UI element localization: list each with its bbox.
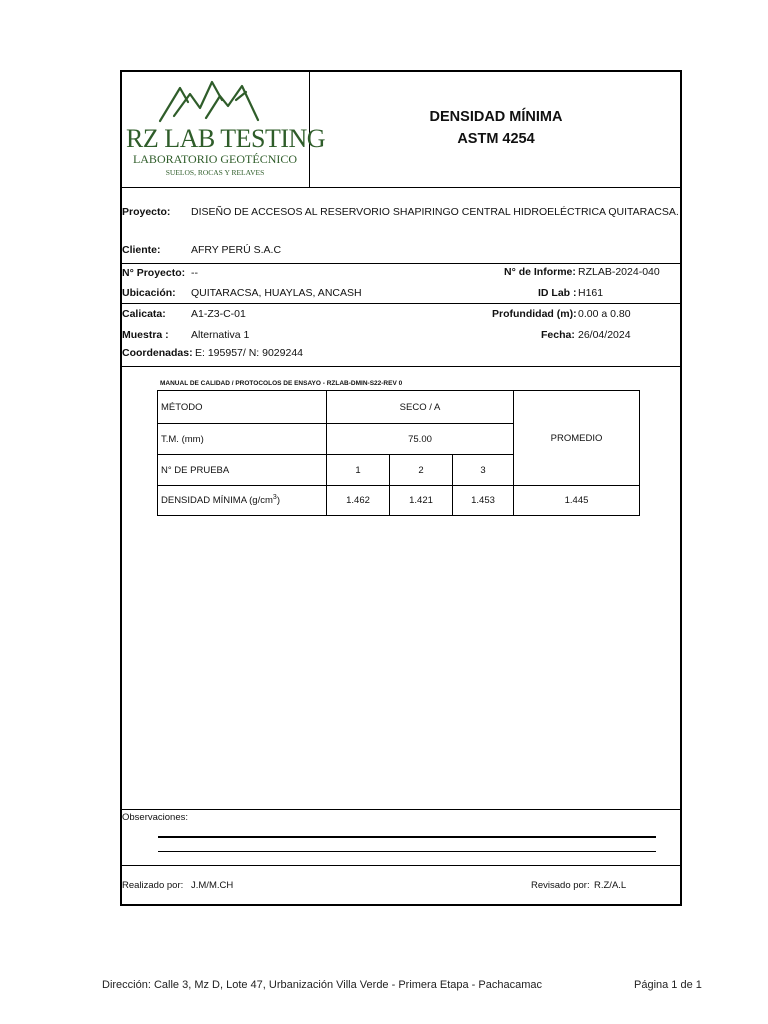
- cliente-value: AFRY PERÚ S.A.C: [191, 244, 282, 256]
- promedio-header: PROMEDIO: [514, 391, 640, 486]
- realizado-label: Realizado por:: [122, 880, 184, 891]
- logo-name: RZ LAB TESTING: [126, 124, 326, 153]
- densidad-label-text: DENSIDAD MÍNIMA (g/cm: [161, 495, 273, 507]
- profundidad-value: 0.00 a 0.80: [578, 308, 631, 320]
- prueba-1: 1: [327, 455, 390, 486]
- ninforme-label: N° de Informe:: [504, 266, 576, 278]
- proyecto-label: Proyecto:: [122, 206, 171, 218]
- densidad-promedio: 1.445: [514, 486, 640, 516]
- coordenadas-label: Coordenadas:: [122, 347, 193, 359]
- tm-label: T.M. (mm): [158, 424, 327, 455]
- logo-subtitle-scope: SUELOS, ROCAS Y RELAVES: [165, 168, 265, 177]
- densidad-1: 1.462: [327, 486, 390, 516]
- calicata-label: Calicata:: [122, 308, 166, 320]
- proyecto-value: DISEÑO DE ACCESOS AL RESERVORIO SHAPIRINGO CENTRAL HIDROELÉCTRICA QUITARACSA.: [191, 206, 679, 218]
- prueba-label: N° DE PRUEBA: [158, 455, 327, 486]
- profundidad-label: Profundidad (m):: [492, 308, 577, 320]
- observaciones-top-line: [120, 809, 682, 810]
- prueba-3: 3: [453, 455, 514, 486]
- table-row: [158, 391, 640, 424]
- nproyecto-value: --: [191, 267, 198, 279]
- results-table: [157, 390, 640, 516]
- metodo-label: MÉTODO: [158, 391, 327, 424]
- muestra-value: Alternativa 1: [191, 329, 250, 341]
- calicata-value: A1-Z3-C-01: [191, 308, 246, 320]
- footer-page-number: Página 1 de 1: [634, 979, 702, 991]
- observaciones-line-2: [158, 851, 656, 852]
- revisado-label: Revisado por:: [531, 880, 590, 891]
- fecha-label: Fecha:: [541, 329, 575, 341]
- densidad-2: 1.421: [390, 486, 453, 516]
- info-line-2: [120, 303, 682, 304]
- observaciones-label: Observaciones:: [122, 812, 189, 823]
- info-line-1: [120, 263, 682, 264]
- header-bottom-line: [120, 187, 682, 188]
- footer-address: Dirección: Calle 3, Mz D, Lote 47, Urbanización Villa Verde - Primera Etapa - Pachacamac: [102, 979, 542, 991]
- observaciones-line-1: [158, 836, 656, 838]
- manual-reference: MANUAL DE CALIDAD / PROTOCOLOS DE ENSAYO - RZLAB-DMIN-S22-REV 0: [160, 380, 403, 387]
- tm-value: 75.00: [327, 424, 514, 455]
- revisado-value: R.Z/A.L: [594, 880, 627, 891]
- idlab-label: ID Lab :: [538, 287, 577, 299]
- prueba-2: 2: [390, 455, 453, 486]
- densidad-unit-exponent: 3: [272, 494, 277, 502]
- fecha-value: 26/04/2024: [578, 329, 631, 341]
- coordenadas-value: E: 195957/ N: 9029244: [195, 347, 304, 359]
- report-title: DENSIDAD MÍNIMA: [429, 109, 563, 125]
- cliente-label: Cliente:: [122, 244, 161, 256]
- realizado-value: J.M/M.CH: [191, 880, 234, 891]
- observaciones-bottom-line: [120, 865, 682, 866]
- metodo-value: SECO / A: [327, 391, 514, 424]
- densidad-label-close: ): [276, 495, 280, 507]
- mountain-logo-icon: [150, 76, 280, 126]
- muestra-label: Muestra :: [122, 329, 169, 341]
- logo-subtitle-lab: LABORATORIO GEOTÉCNICO: [132, 152, 298, 166]
- ubicacion-value: QUITARACSA, HUAYLAS, ANCASH: [191, 287, 362, 299]
- nproyecto-label: N° Proyecto:: [122, 267, 186, 279]
- info-line-3: [120, 366, 682, 367]
- ninforme-value: RZLAB-2024-040: [578, 266, 660, 278]
- idlab-value: H161: [578, 287, 604, 299]
- densidad-label: [158, 486, 327, 516]
- table-row: [158, 486, 640, 516]
- report-standard: ASTM 4254: [457, 131, 535, 147]
- ubicacion-label: Ubicación:: [122, 287, 176, 299]
- densidad-3: 1.453: [453, 486, 514, 516]
